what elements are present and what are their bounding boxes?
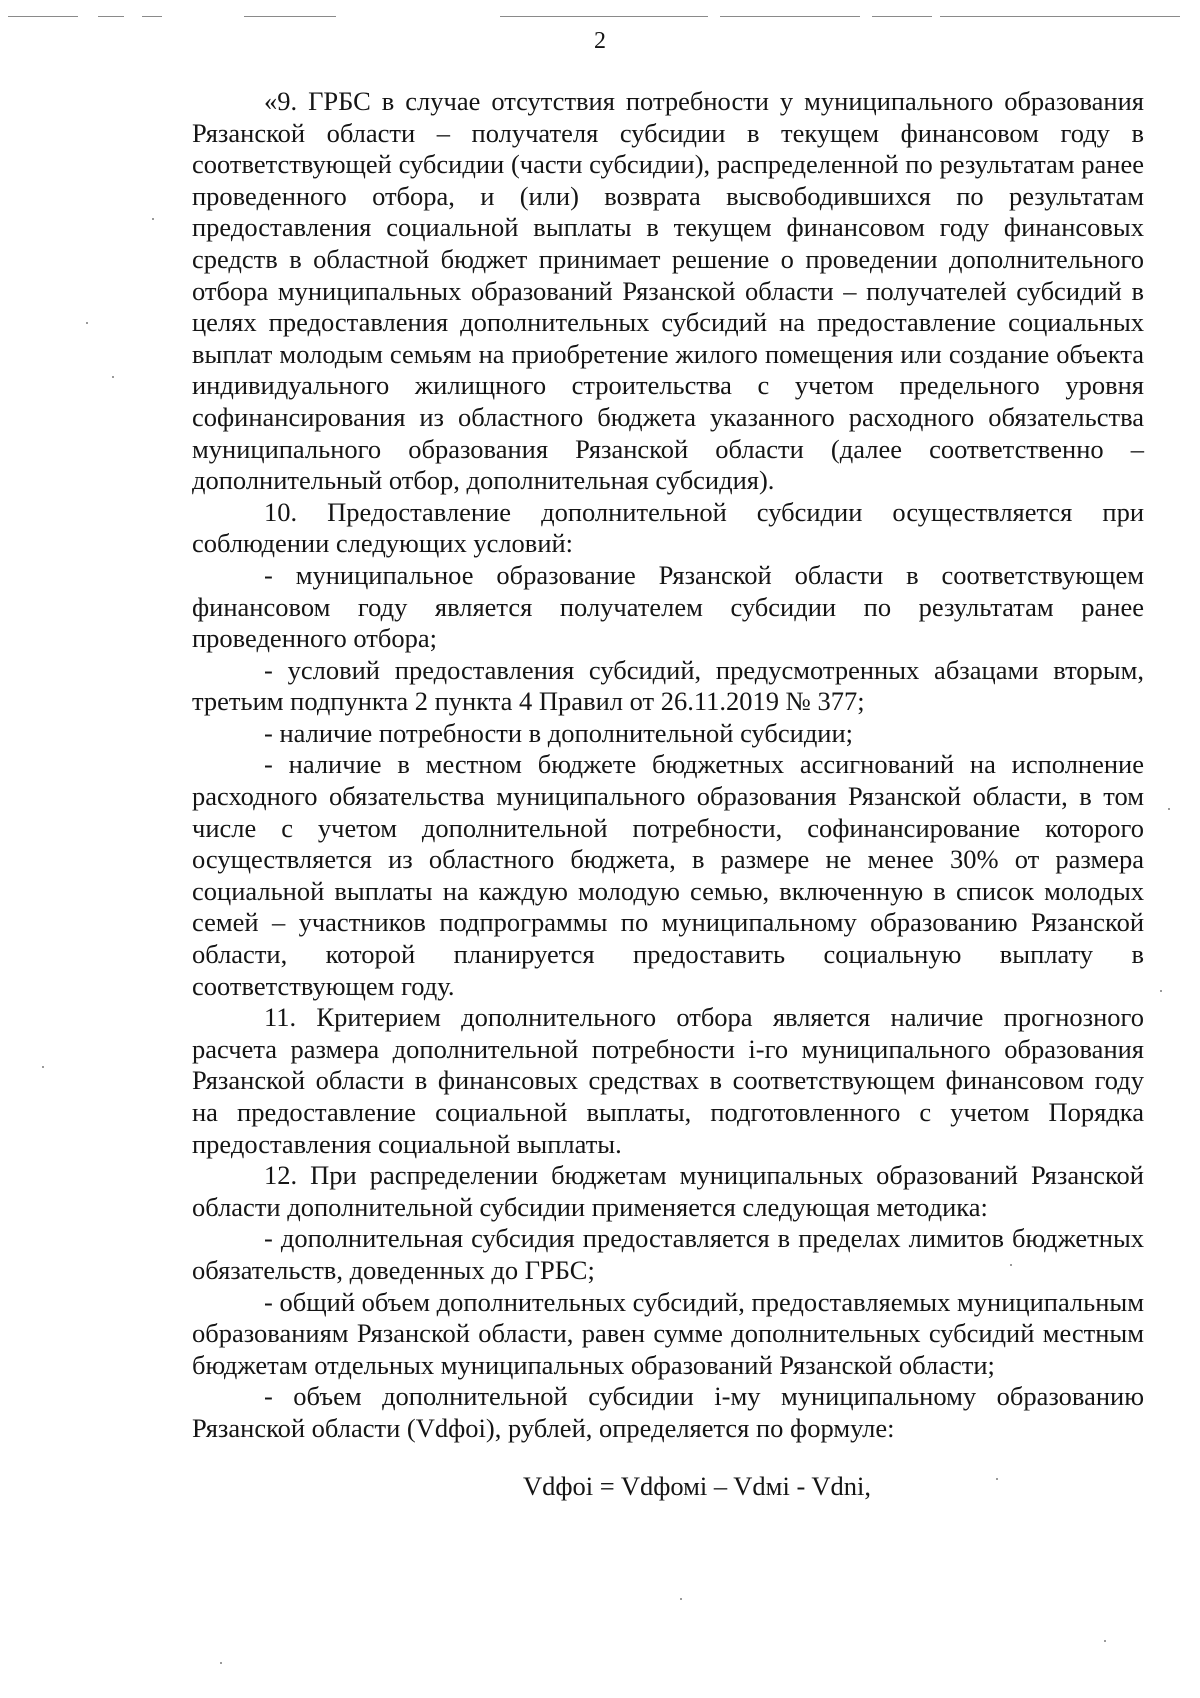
paragraph-10: 10. Предоставление дополнительной субсидии осуществляется при соблюдении следующих условий:: [192, 496, 1144, 559]
condition-item: - наличие потребности в дополнительной субсидии;: [264, 717, 854, 748]
scan-speck: [112, 376, 114, 378]
scan-top-edge: [0, 16, 1200, 19]
method-item: - объем дополнительной субсидии i-му муниципальному образованию Рязанской области (Vdфoi), рублей, определяется по формуле:: [192, 1381, 1144, 1443]
scan-speck: [1104, 1640, 1106, 1642]
method-item: - общий объем дополнительных субсидий, предоставляемых муниципальным образованиям Рязанской области, равен сумме дополнительных субсидий местным бюджетам отдельных муниципальных образований Рязанской области;: [192, 1286, 1144, 1380]
condition-item: - муниципальное образование Рязанской области в соответствующем финансовом году является получателем субсидии по результатам ранее проведенного отбора;: [192, 559, 1144, 654]
scan-speck: [680, 1598, 682, 1600]
scan-speck: [996, 1478, 998, 1480]
paragraph-9: «9. ГРБС в случае отсутствия потребности у муниципального образования Рязанской области – получателя субсидии в текущем финансовом году в соответствующей субсидии (части субсидии), распределенной по результатам ранее проведенного отбора, и (или) возврата высвободившихся по результатам предоставления социальной выплаты в текущем финансовом году финансовых средств в областной бюджет принимает решение о проведении дополнительного отбора муниципальных образований Рязанской области – получателей субсидий в целях предоставления дополнительных субсидий на предоставление социальных выплат молодым семьям на приобретение жилого помещения или создание объекта индивидуального жилищного строительства с учетом предельного уровня софинансирования из областного бюджета указанного расходного обязательства муниципального образования Рязанской области (далее соответственно – дополнительный отбор, дополнительная субсидия).: [192, 86, 1144, 496]
paragraph-11: 11. Критерием дополнительного отбора является наличие прогнозного расчета размера дополнительной потребности i-го муниципального образования Рязанской области в финансовых средствах в соответствующем финансовом году на предоставление социальной выплаты, подготовленного с учетом Порядка предоставления социальной выплаты.: [192, 1002, 1144, 1159]
scan-speck: [1160, 990, 1162, 992]
scan-speck: [42, 1066, 44, 1068]
condition-item: - условий предоставления субсидий, предусмотренных абзацами вторым, третьим подпункта 2 пункта 4 Правил от 26.11.2019 № 377;: [192, 654, 1144, 717]
scan-speck: [86, 322, 88, 324]
paragraph-12: 12. При распределении бюджетам муниципальных образований Рязанской области дополнительной субсидии применяется следующая методика:: [192, 1160, 1144, 1222]
scan-speck: [220, 1662, 222, 1664]
condition-item: - наличие в местном бюджете бюджетных ассигнований на исполнение расходного обязательства муниципального образования Рязанской области, в том числе с учетом дополнительной потребности, софинансирование которого осуществляется из областного бюджета, в размере не менее 30% от размера социальной выплаты на каждую молодую семью, включенную в список молодых семей – участников подпрограммы по муниципальному образованию Рязанской области, которой планируется предоставить социальную выплату в соответствующем году.: [192, 749, 1144, 1001]
scan-speck: [152, 218, 154, 220]
page-number: 2: [594, 28, 606, 54]
scan-speck: [1168, 808, 1170, 810]
method-item: - дополнительная субсидия предоставляется в пределах лимитов бюджетных обязательств, доведенных до ГРБС;: [192, 1223, 1144, 1285]
scan-speck: [1010, 1264, 1012, 1266]
formula: Vdфoi = Vdфомi – Vdмi - Vdni,: [522, 1470, 872, 1501]
document-body: [192, 86, 1144, 1502]
